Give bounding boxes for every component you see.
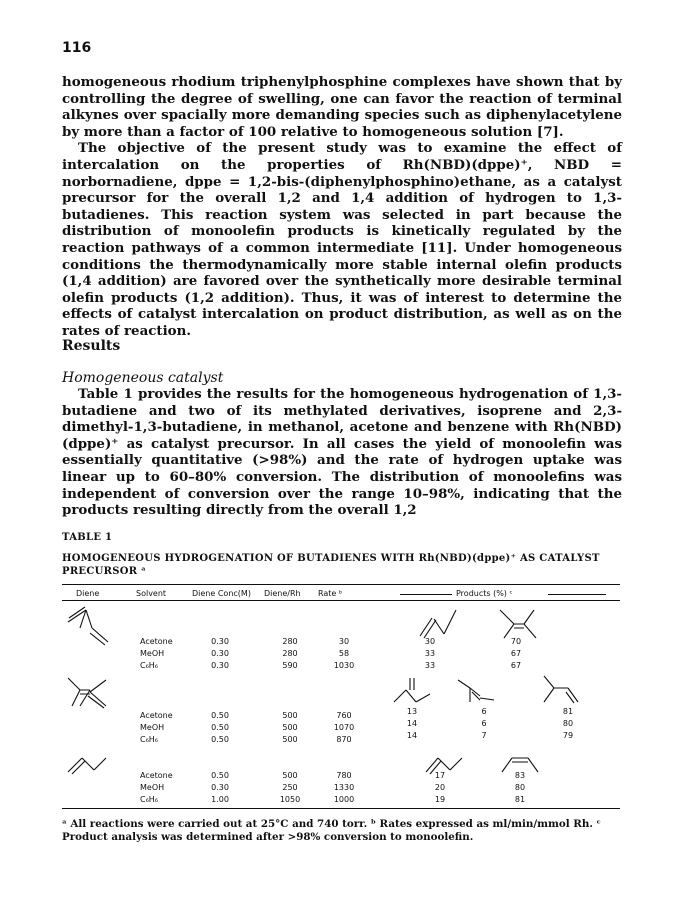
rate-cell: 870	[336, 735, 352, 744]
ratio-cell: 280	[282, 637, 298, 646]
rate-cell: 1000	[333, 795, 355, 804]
conc-cell: 0.50	[211, 735, 229, 744]
product-cell: 80	[562, 719, 574, 728]
product-cell: 67	[510, 649, 522, 658]
table-top-rule	[62, 584, 620, 585]
intro-paragraph-1: homogeneous rhodium triphenylphosphine complexes have shown that by controlling the degree of swelling, one can favor the reaction of terminal alkynes over spacially more demanding species such as diphenylacetylene by more than a factor of 100 relative to homogeneous solution [7].	[62, 74, 622, 140]
2-methyl-1-butene-structure	[392, 676, 432, 706]
group2-product-2	[464, 706, 504, 742]
group1-product-1	[410, 636, 450, 672]
ratio-cell: 590	[282, 661, 298, 670]
conc-cell: 0.30	[211, 661, 229, 670]
solvent-cell: Acetone	[140, 771, 173, 780]
group1-rate	[324, 636, 364, 672]
header-products: Products (%) ᶜ	[456, 589, 513, 598]
product-cell: 17	[434, 771, 446, 780]
conc-cell: 0.30	[211, 783, 229, 792]
homogeneous-paragraph: Table 1 provides the results for the homogeneous hydrogenation of 1,3-butadiene and two of its methylated derivatives, isoprene and 2,3-dimethyl-1,3-butadiene, in methanol, acetone and benzene with Rh(NBD)(dppe)⁺ as catalyst precursor. In all cases the yield of monoolefin was essentially quantitative (>98%) and the rate of hydrogen uptake was linear up to 60–80% conversion. The distribution of monoolefins was independent of conversion over the range 10–98%, indicating that the products resulting directly from the overall 1,2	[62, 386, 622, 519]
solvent-cell: MeOH	[140, 723, 165, 732]
solvent-cell: Acetone	[140, 637, 173, 646]
rate-cell: 780	[336, 771, 352, 780]
group2-rate	[324, 710, 364, 746]
table-header-rule	[62, 600, 620, 601]
results-heading: Results	[62, 338, 121, 354]
page-number: 116	[62, 40, 92, 56]
product-cell: 33	[424, 661, 436, 670]
3-methyl-1-butene-structure	[540, 672, 580, 706]
table-title: HOMOGENEOUS HYDROGENATION OF BUTADIENES WITH Rh(NBD)(dppe)⁺ AS CATALYST PRECURSOR ᵃ	[62, 553, 600, 577]
group1-conc	[200, 636, 240, 672]
intro-paragraph-2: The objective of the present study was to examine the effect of intercalation on the properties of Rh(NBD)(dppe)⁺, NBD = norbornadiene, dppe = 1,2-bis-(diphenylphosphino)ethane, as a catalyst precursor for the overall 1,2 and 1,4 addition of hydrogen to 1,3-butadienes. This reaction system was selected in part because the distribution of monoolefin products is kinetically regulated by the reaction pathways of a common intermediate [11]. Under homogeneous conditions the thermodynamically more stable internal olefin products (1,4 addition) are favored over the synthetically more desirable terminal olefin products (1,2 addition). Thus, it was of interest to determine the effects of catalyst intercalation on product distribution, as well as on the rates of reaction.	[62, 140, 622, 339]
product-cell: 81	[562, 707, 574, 716]
ratio-cell: 1050	[279, 795, 301, 804]
rate-cell: 760	[336, 711, 352, 720]
product-cell: 80	[514, 783, 526, 792]
header-solvent: Solvent	[136, 589, 167, 598]
product-cell: 70	[510, 637, 522, 646]
group1-ratio	[270, 636, 310, 672]
solvent-cell: C₆H₆	[140, 735, 159, 744]
product-cell: 6	[481, 719, 487, 728]
group2-ratio	[270, 710, 310, 746]
product-cell: 13	[406, 707, 418, 716]
product-cell: 81	[514, 795, 526, 804]
rate-cell: 58	[338, 649, 350, 658]
intro-text	[62, 74, 622, 340]
solvent-cell: C₆H₆	[140, 661, 159, 670]
header-diene: Diene	[76, 589, 100, 598]
table-number: TABLE 1	[62, 532, 113, 543]
conc-cell: 0.30	[211, 649, 229, 658]
group2-solvents	[140, 710, 173, 746]
2-methyl-2-butene-structure	[456, 676, 496, 706]
conc-cell: 1.00	[211, 795, 229, 804]
solvent-cell: MeOH	[140, 783, 165, 792]
products-bracket-right	[548, 594, 606, 595]
product-cell: 20	[434, 783, 446, 792]
butadiene-structure	[66, 606, 110, 646]
rate-cell: 30	[338, 637, 350, 646]
product-cell: 19	[434, 795, 446, 804]
ratio-cell: 500	[282, 771, 298, 780]
group3-conc	[200, 770, 240, 806]
1-butene-structure	[418, 606, 458, 640]
solvent-cell: Acetone	[140, 711, 173, 720]
header-rate: Rate ᵇ	[318, 589, 343, 598]
ratio-cell: 250	[282, 783, 298, 792]
ratio-cell: 500	[282, 735, 298, 744]
product-cell: 14	[406, 719, 418, 728]
group1-solvents	[140, 636, 173, 672]
product-cell: 33	[424, 649, 436, 658]
rate-cell: 1030	[333, 661, 355, 670]
group2-product-1	[392, 706, 432, 742]
ratio-cell: 500	[282, 711, 298, 720]
group3-rate	[324, 770, 364, 806]
group1-product-2	[496, 636, 536, 672]
rate-cell: 1070	[333, 723, 355, 732]
conc-cell: 0.50	[211, 723, 229, 732]
group2-conc	[200, 710, 240, 746]
product-cell: 83	[514, 771, 526, 780]
ratio-cell: 500	[282, 723, 298, 732]
solvent-cell: MeOH	[140, 649, 165, 658]
2-butene-structure	[496, 606, 540, 640]
group3-ratio	[270, 770, 310, 806]
isoprene-structure	[66, 752, 110, 776]
header-ratio: Diene/Rh	[264, 589, 301, 598]
conc-cell: 0.30	[211, 637, 229, 646]
conc-cell: 0.50	[211, 771, 229, 780]
product-cell: 30	[424, 637, 436, 646]
rate-cell: 1330	[333, 783, 355, 792]
group2-product-3	[548, 706, 588, 742]
product-cell: 79	[562, 731, 574, 740]
product-cell: 67	[510, 661, 522, 670]
product-cell: 14	[406, 731, 418, 740]
dimethylbutadiene-structure	[66, 676, 110, 710]
homogeneous-text	[62, 386, 622, 519]
table-bottom-rule	[62, 808, 620, 809]
group3-solvents	[140, 770, 173, 806]
product-cell: 6	[481, 707, 487, 716]
group3-product-1	[420, 770, 460, 806]
products-bracket-left	[400, 594, 452, 595]
header-conc: Diene Conc(M)	[192, 589, 251, 598]
conc-cell: 0.50	[211, 711, 229, 720]
table-footnote: ᵃ All reactions were carried out at 25°C and 740 torr. ᵇ Rates expressed as ml/min/mmol Rh. ᶜ Product analysis was determined after >98% conversion to monoolefin.	[62, 818, 601, 843]
ratio-cell: 280	[282, 649, 298, 658]
group3-product-2	[500, 770, 540, 806]
solvent-cell: C₆H₆	[140, 795, 159, 804]
homogeneous-subheading: Homogeneous catalyst	[62, 370, 224, 386]
product-cell: 7	[481, 731, 487, 740]
